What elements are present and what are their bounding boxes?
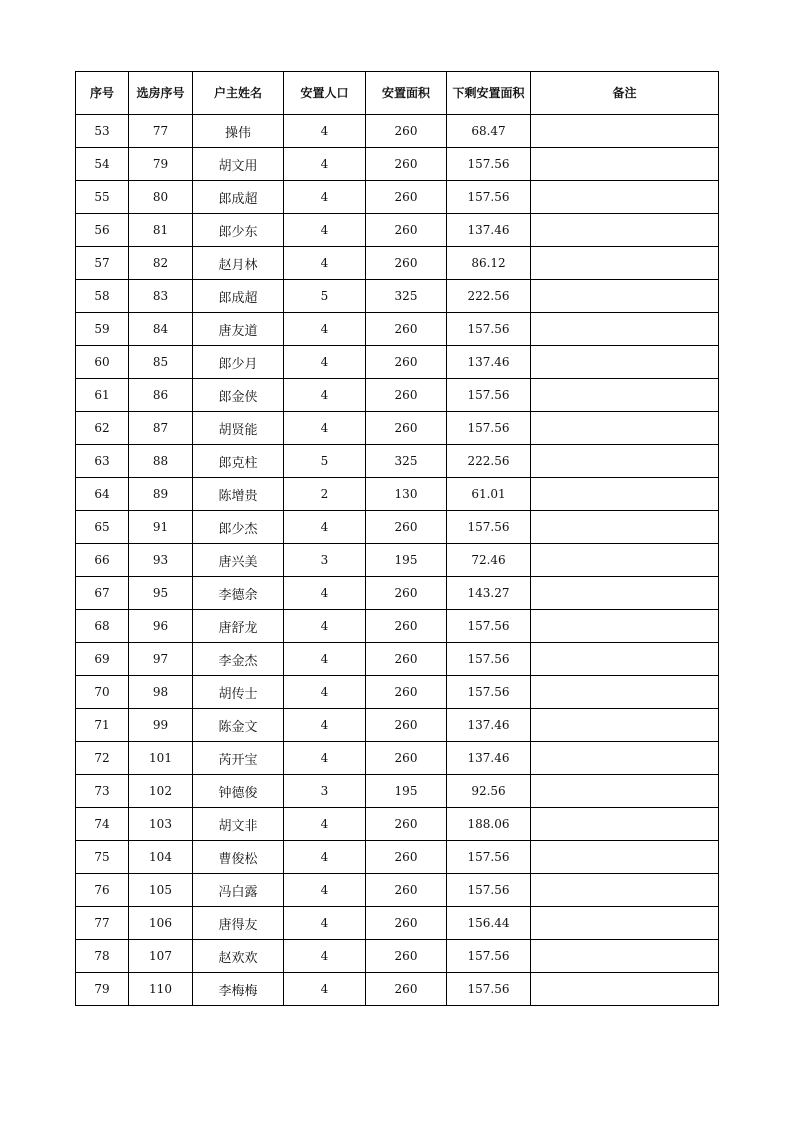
cell-remaining-area: 137.46 [447,346,531,379]
table-row [76,709,719,742]
cell-name: 操伟 [193,115,284,148]
cell-area: 260 [366,610,447,643]
cell-remaining-area: 157.56 [447,940,531,973]
cell-remarks [531,610,719,643]
cell-seq: 73 [76,775,129,808]
cell-population: 5 [284,280,366,313]
cell-name: 郎克柱 [193,445,284,478]
cell-area: 260 [366,148,447,181]
cell-area: 195 [366,544,447,577]
cell-seq: 58 [76,280,129,313]
table-row [76,181,719,214]
header-area: 安置面积 [366,72,447,115]
cell-name: 胡贤能 [193,412,284,445]
cell-population: 4 [284,511,366,544]
cell-area: 260 [366,742,447,775]
cell-pick-seq: 89 [129,478,193,511]
cell-name: 郎金侠 [193,379,284,412]
cell-remaining-area: 137.46 [447,742,531,775]
cell-name: 唐舒龙 [193,610,284,643]
cell-population: 4 [284,643,366,676]
cell-remarks [531,115,719,148]
cell-area: 260 [366,643,447,676]
cell-pick-seq: 87 [129,412,193,445]
cell-population: 4 [284,610,366,643]
table-row [76,115,719,148]
cell-name: 唐友道 [193,313,284,346]
cell-population: 4 [284,709,366,742]
cell-pick-seq: 77 [129,115,193,148]
cell-population: 4 [284,214,366,247]
cell-area: 260 [366,511,447,544]
cell-seq: 74 [76,808,129,841]
cell-remarks [531,577,719,610]
cell-name: 钟德俊 [193,775,284,808]
cell-name: 李金杰 [193,643,284,676]
cell-remaining-area: 61.01 [447,478,531,511]
cell-pick-seq: 104 [129,841,193,874]
header-population: 安置人口 [284,72,366,115]
table-row [76,445,719,478]
table-row [76,214,719,247]
cell-remaining-area: 157.56 [447,412,531,445]
table-row [76,808,719,841]
cell-area: 260 [366,313,447,346]
table-row [76,940,719,973]
cell-remaining-area: 157.56 [447,148,531,181]
cell-name: 陈增贵 [193,478,284,511]
cell-remarks [531,676,719,709]
table-row [76,247,719,280]
cell-population: 4 [284,940,366,973]
cell-seq: 64 [76,478,129,511]
cell-area: 260 [366,346,447,379]
cell-pick-seq: 101 [129,742,193,775]
cell-name: 郎成超 [193,181,284,214]
table-row [76,841,719,874]
cell-population: 4 [284,874,366,907]
cell-remaining-area: 157.56 [447,643,531,676]
cell-pick-seq: 88 [129,445,193,478]
cell-pick-seq: 93 [129,544,193,577]
cell-name: 胡文用 [193,148,284,181]
cell-population: 4 [284,346,366,379]
cell-remaining-area: 157.56 [447,181,531,214]
cell-pick-seq: 95 [129,577,193,610]
cell-name: 芮开宝 [193,742,284,775]
cell-remarks [531,478,719,511]
cell-pick-seq: 103 [129,808,193,841]
cell-remarks [531,874,719,907]
cell-name: 唐兴美 [193,544,284,577]
cell-population: 3 [284,544,366,577]
cell-seq: 53 [76,115,129,148]
cell-pick-seq: 80 [129,181,193,214]
cell-remarks [531,379,719,412]
table-row [76,610,719,643]
cell-remarks [531,181,719,214]
table-row [76,346,719,379]
header-name: 户主姓名 [193,72,284,115]
cell-remarks [531,511,719,544]
cell-remarks [531,544,719,577]
cell-population: 4 [284,907,366,940]
cell-remaining-area: 222.56 [447,280,531,313]
cell-population: 4 [284,181,366,214]
cell-population: 4 [284,742,366,775]
cell-name: 李梅梅 [193,973,284,1006]
cell-remarks [531,841,719,874]
header-remarks: 备注 [531,72,719,115]
cell-name: 胡传士 [193,676,284,709]
table-row [76,379,719,412]
table-row [76,577,719,610]
cell-name: 郎成超 [193,280,284,313]
cell-seq: 71 [76,709,129,742]
cell-area: 260 [366,808,447,841]
cell-area: 260 [366,940,447,973]
table-row [76,148,719,181]
cell-remarks [531,412,719,445]
cell-name: 陈金文 [193,709,284,742]
cell-area: 260 [366,214,447,247]
cell-remarks [531,643,719,676]
cell-seq: 76 [76,874,129,907]
cell-remaining-area: 157.56 [447,511,531,544]
cell-name: 郎少月 [193,346,284,379]
cell-pick-seq: 83 [129,280,193,313]
table-row [76,511,719,544]
cell-area: 260 [366,181,447,214]
cell-pick-seq: 85 [129,346,193,379]
cell-remaining-area: 157.56 [447,973,531,1006]
cell-remarks [531,247,719,280]
cell-seq: 60 [76,346,129,379]
cell-pick-seq: 86 [129,379,193,412]
table-row [76,313,719,346]
cell-seq: 78 [76,940,129,973]
cell-remarks [531,313,719,346]
cell-population: 4 [284,412,366,445]
cell-remaining-area: 157.56 [447,610,531,643]
cell-remarks [531,280,719,313]
cell-remaining-area: 156.44 [447,907,531,940]
cell-remaining-area: 72.46 [447,544,531,577]
table-row [76,280,719,313]
cell-seq: 59 [76,313,129,346]
cell-remaining-area: 222.56 [447,445,531,478]
cell-seq: 67 [76,577,129,610]
cell-pick-seq: 102 [129,775,193,808]
cell-remaining-area: 157.56 [447,313,531,346]
cell-name: 曹俊松 [193,841,284,874]
cell-seq: 75 [76,841,129,874]
cell-seq: 79 [76,973,129,1006]
cell-pick-seq: 84 [129,313,193,346]
cell-remarks [531,742,719,775]
cell-remaining-area: 157.56 [447,841,531,874]
cell-remarks [531,973,719,1006]
cell-area: 260 [366,412,447,445]
cell-pick-seq: 82 [129,247,193,280]
resettlement-table [75,71,719,1006]
cell-population: 4 [284,148,366,181]
table-row [76,973,719,1006]
table-row [76,478,719,511]
cell-population: 2 [284,478,366,511]
cell-seq: 62 [76,412,129,445]
cell-population: 4 [284,841,366,874]
table-row [76,412,719,445]
cell-seq: 61 [76,379,129,412]
cell-remaining-area: 137.46 [447,214,531,247]
cell-remarks [531,907,719,940]
cell-seq: 63 [76,445,129,478]
cell-seq: 69 [76,643,129,676]
cell-remaining-area: 188.06 [447,808,531,841]
cell-area: 260 [366,115,447,148]
cell-population: 4 [284,808,366,841]
cell-remarks [531,775,719,808]
cell-pick-seq: 96 [129,610,193,643]
cell-seq: 57 [76,247,129,280]
cell-area: 260 [366,676,447,709]
cell-remarks [531,214,719,247]
cell-name: 胡文非 [193,808,284,841]
cell-population: 4 [284,676,366,709]
header-pick-seq: 选房序号 [129,72,193,115]
cell-pick-seq: 99 [129,709,193,742]
cell-population: 4 [284,247,366,280]
cell-remarks [531,148,719,181]
cell-pick-seq: 110 [129,973,193,1006]
table-body [76,115,719,1006]
cell-seq: 72 [76,742,129,775]
cell-name: 冯白露 [193,874,284,907]
cell-pick-seq: 91 [129,511,193,544]
cell-pick-seq: 105 [129,874,193,907]
cell-seq: 65 [76,511,129,544]
cell-area: 260 [366,841,447,874]
cell-remaining-area: 143.27 [447,577,531,610]
cell-population: 4 [284,577,366,610]
cell-name: 赵欢欢 [193,940,284,973]
cell-remaining-area: 92.56 [447,775,531,808]
cell-name: 李德余 [193,577,284,610]
cell-pick-seq: 81 [129,214,193,247]
cell-area: 325 [366,280,447,313]
cell-remaining-area: 157.56 [447,874,531,907]
cell-remaining-area: 137.46 [447,709,531,742]
cell-pick-seq: 106 [129,907,193,940]
cell-remarks [531,445,719,478]
cell-remarks [531,808,719,841]
cell-area: 195 [366,775,447,808]
cell-population: 4 [284,313,366,346]
cell-area: 260 [366,379,447,412]
cell-area: 130 [366,478,447,511]
cell-pick-seq: 107 [129,940,193,973]
table-row [76,544,719,577]
cell-seq: 56 [76,214,129,247]
cell-area: 260 [366,577,447,610]
cell-pick-seq: 79 [129,148,193,181]
cell-remaining-area: 157.56 [447,379,531,412]
cell-area: 260 [366,973,447,1006]
table-row [76,742,719,775]
cell-seq: 66 [76,544,129,577]
table-row [76,643,719,676]
table-row [76,676,719,709]
cell-seq: 70 [76,676,129,709]
cell-area: 260 [366,874,447,907]
cell-remaining-area: 86.12 [447,247,531,280]
cell-seq: 54 [76,148,129,181]
cell-remarks [531,709,719,742]
cell-area: 260 [366,247,447,280]
cell-seq: 68 [76,610,129,643]
cell-area: 260 [366,907,447,940]
cell-seq: 77 [76,907,129,940]
cell-population: 3 [284,775,366,808]
cell-population: 4 [284,379,366,412]
cell-remaining-area: 157.56 [447,676,531,709]
cell-remarks [531,940,719,973]
header-seq: 序号 [76,72,129,115]
cell-remaining-area: 68.47 [447,115,531,148]
cell-seq: 55 [76,181,129,214]
table-row [76,907,719,940]
table-row [76,775,719,808]
cell-population: 4 [284,115,366,148]
cell-name: 赵月林 [193,247,284,280]
cell-name: 郎少东 [193,214,284,247]
cell-remarks [531,346,719,379]
cell-population: 4 [284,973,366,1006]
cell-area: 260 [366,709,447,742]
header-row [76,72,719,115]
table-row [76,874,719,907]
cell-pick-seq: 98 [129,676,193,709]
cell-pick-seq: 97 [129,643,193,676]
cell-population: 5 [284,445,366,478]
cell-name: 唐得友 [193,907,284,940]
header-remaining-area: 下剩安置面积 [447,72,531,115]
cell-area: 325 [366,445,447,478]
cell-name: 郎少杰 [193,511,284,544]
